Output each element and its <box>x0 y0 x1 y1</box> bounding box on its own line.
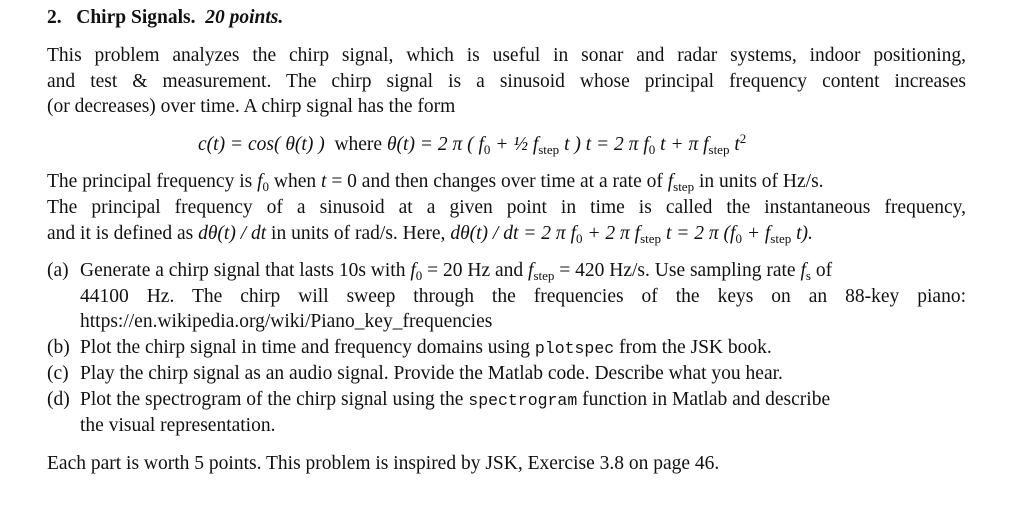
footer-note: Each part is worth 5 points. This problem is inspired by JSK, Exercise 3.8 on page 46. <box>47 453 720 474</box>
part-c-text: Play the chirp signal as an audio signal. Provide the Matlab code. Describe what you hear. <box>80 363 783 384</box>
formula-lhs: c(t) = cos( θ(t) ) <box>198 134 325 155</box>
para2-line-1: The principal frequency is $f_0$ when t = 0 and then changes over time at a rate of $f_{step}$ in units of Hz/s. <box>47 171 824 194</box>
part-b-text: Plot the chirp signal in time and frequency domains using plotspec from the JSK book. <box>80 337 772 358</box>
plotspec-code: plotspec <box>534 339 615 358</box>
problem-title: Chirp Signals. <box>76 7 196 28</box>
formula-where: where <box>334 134 383 155</box>
part-a-line-2: 44100 Hz. The chirp will sweep through the frequencies of the keys on an 88-key piano: <box>80 286 966 307</box>
intro-line-2: and test & measurement. The chirp signal is a sinusoid whose principal frequency content increases <box>47 71 966 92</box>
spectrogram-code: spectrogram <box>468 391 578 410</box>
part-d-label: (d) <box>47 389 70 410</box>
part-b-label: (b) <box>47 337 70 358</box>
part-c-label: (c) <box>47 363 69 384</box>
para2-line-3: and it is defined as dθ(t) / dt in units of rad/s. Here, dθ(t) / dt = 2 π $f_0 + 2$ π $f_{step}$ t = 2 π ($f_0 + f_{step}$ t). <box>47 223 813 246</box>
formula-rhs1: θ(t) = 2 π ( f <box>386 134 484 155</box>
part-d-line-1: Plot the spectrogram of the chirp signal using the spectrogram function in Matlab and describe <box>80 389 831 410</box>
para2-line-2: The principal frequency of a sinusoid at a given point in time is called the instantaneous frequency, <box>47 197 966 218</box>
piano-frequencies-link[interactable]: https://en.wikipedia.org/wiki/Piano_key_frequencies <box>80 311 493 332</box>
intro-line-3: (or decreases) over time. A chirp signal has the form <box>47 96 456 117</box>
intro-line-1: This problem analyzes the chirp signal, which is useful in sonar and radar systems, indoor positioning, <box>47 45 966 66</box>
problem-heading <box>47 6 283 30</box>
problem-number: 2. <box>47 7 62 28</box>
part-d-line-2: the visual representation. <box>80 415 276 436</box>
part-a-line-1: Generate a chirp signal that lasts 10s with $f_0 = 20$ Hz and $f_{step} = 420$ Hz/s. Use sampling rate $f_s$ of <box>80 260 833 283</box>
chirp-formula: c(t) = cos( θ(t) ) where θ(t) = 2 π ( $f_0$ + ½ $f_{step}$ t ) t = 2 π $f_0$ t + π $f_{step}$ $t^2$ <box>198 131 747 157</box>
problem-points: 20 points. <box>205 7 284 28</box>
part-a-label: (a) <box>47 260 69 281</box>
